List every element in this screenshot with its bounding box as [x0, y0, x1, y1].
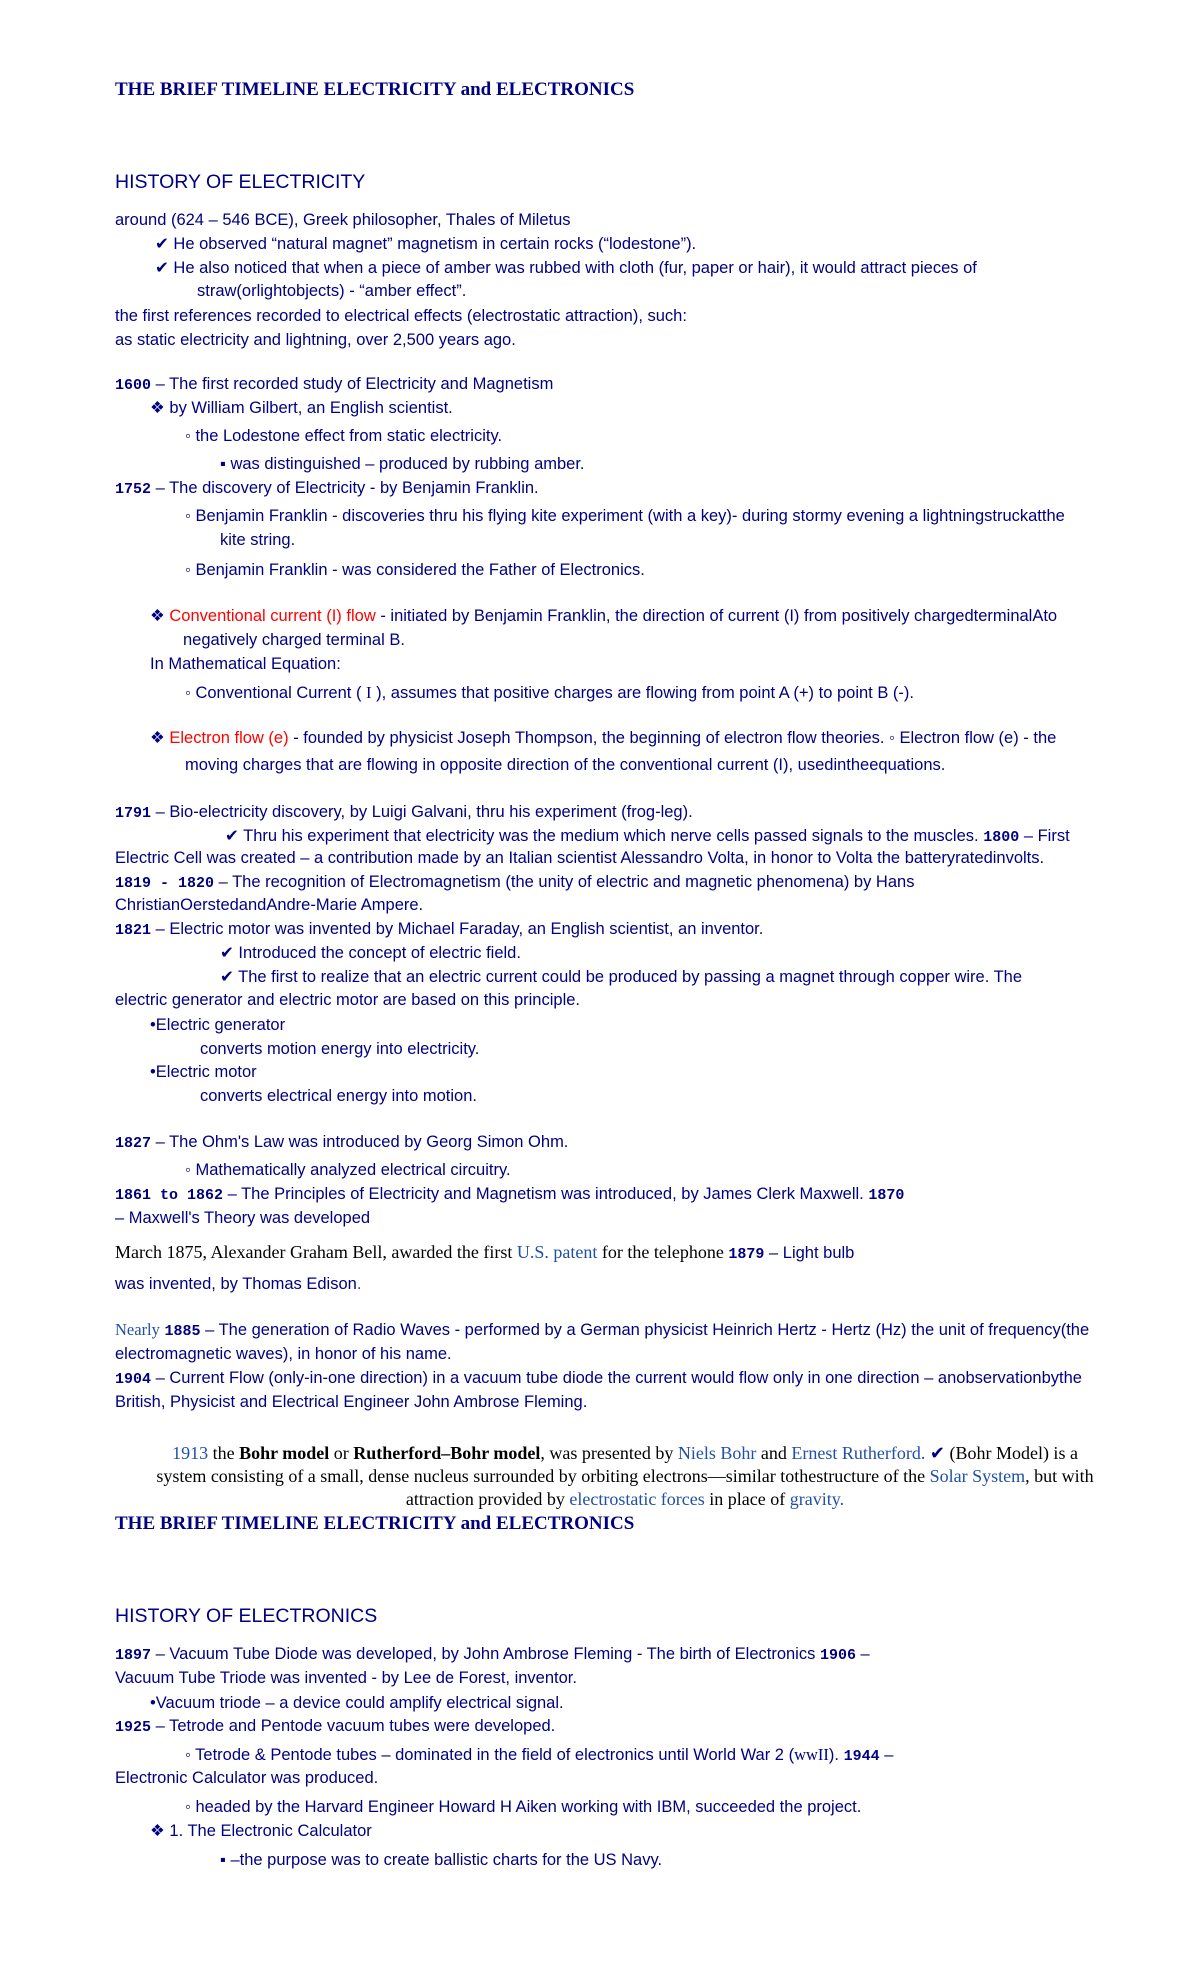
bohr-t1: the [208, 1443, 240, 1463]
conventional-current-cont: negatively charged terminal B. [183, 631, 405, 649]
electron-flow-cont: moving charges that are flowing in opposite direction of the conventional current (I), usedintheequations. [185, 756, 946, 774]
year-1800: 1800 [983, 829, 1020, 846]
conventional-current-label: Conventional current (I) flow [169, 607, 376, 625]
entry-1944-cont: Electronic Calculator was produced. [115, 1769, 379, 1787]
entry-1875-bell [115, 1240, 854, 1267]
entry-1791-text: – Bio-electricity discovery, by Luigi Galvani, thru his experiment (frog-leg). [155, 803, 693, 821]
entry-1821 [115, 917, 763, 943]
entry-1600-bullet-1-text: by William Gilbert, an English scientist. [169, 399, 453, 417]
year-1904: 1904 [115, 1371, 152, 1388]
year-1861-1862: 1861 to 1862 [115, 1187, 224, 1204]
motor-label: Electric motor [155, 1063, 257, 1081]
entry-1827 [115, 1130, 568, 1156]
entry-1821-bullet-2-text: The first to realize that an electric current could be produced by passing a magnet through copper wire. The [238, 968, 1023, 986]
entry-1752-bullet-1-cont: kite string. [220, 531, 296, 549]
bohr-t4: and [756, 1443, 792, 1463]
entry-1904-cont: British, Physicist and Electrical Engineer John Ambrose Fleming. [115, 1393, 588, 1411]
document-title: THE BRIEF TIMELINE ELECTRICITY and ELECTRONICS [115, 79, 635, 100]
entry-1944-bullet-2 [150, 1819, 372, 1843]
square-bullet-icon: ▪ [220, 1851, 226, 1869]
gravity-link[interactable]: gravity [789, 1489, 840, 1509]
generator-label-line [150, 1013, 285, 1037]
entry-1885-text: – The generation of Radio Waves - performed by a German physicist Heinrich Hertz - Hertz (Hz) the unit of frequency(the [205, 1321, 1090, 1339]
entry-1944-bullet-3 [220, 1848, 662, 1872]
entry-1821-bullet-1 [220, 941, 521, 965]
conventional-eq-symbol: I [366, 683, 372, 702]
entry-1827-text: – The Ohm's Law was introduced by Georg Simon Ohm. [155, 1133, 569, 1151]
conventional-current-line [150, 604, 1057, 628]
entry-1925-text: – Tetrode and Pentode vacuum tubes were developed. [155, 1717, 556, 1735]
math-equation-label: In Mathematical Equation: [150, 655, 341, 673]
entry-1944-bullet-1-text: headed by the Harvard Engineer Howard H Aiken working with IBM, succeeded the project. [195, 1798, 862, 1816]
entry-1791 [115, 800, 693, 826]
bohr-t2: or [329, 1443, 354, 1463]
section-heading-electronics: HISTORY OF ELECTRONICS [115, 1605, 378, 1627]
thales-bullet-2-cont: straw(orlightobjects) - “amber effect”. [197, 282, 467, 300]
circle-bullet-icon: ◦ [185, 1798, 191, 1816]
check-icon: ✔ [155, 235, 169, 253]
circle-bullet-icon: ◦ [185, 1161, 191, 1179]
entry-1600-bullet-1 [150, 396, 453, 420]
year-1944: 1944 [843, 1748, 880, 1765]
entry-1752-bullet-1 [185, 504, 1065, 528]
diamond-bullet-icon: ❖ [150, 1822, 165, 1840]
entry-1944-bullet-3-text: –the purpose was to create ballistic charts for the US Navy. [230, 1851, 663, 1869]
static-line: as static electricity and lightning, over 2,500 years ago. [115, 331, 516, 349]
year-1906: 1906 [819, 1647, 856, 1664]
entry-1897 [115, 1642, 870, 1668]
year-1752: 1752 [115, 481, 152, 498]
entry-1600 [115, 372, 553, 398]
year-1870: 1870 [868, 1187, 905, 1204]
circle-bullet-icon: ◦ [185, 561, 191, 579]
entry-1800-text: – First [1023, 827, 1070, 845]
bohr-year: 1913 [172, 1443, 209, 1463]
entry-1600-bullet-2-text: the Lodestone effect from static electricity. [195, 427, 503, 445]
entry-1791-bullet-1-text: Thru his experiment that electricity was the medium which nerve cells passed signals to the muscles. [243, 827, 979, 845]
electron-flow-text: - founded by physicist Joseph Thompson, the beginning of electron flow theories. ◦ Electron flow (e) - the [288, 729, 1057, 747]
entry-1600-bullet-2 [185, 424, 502, 448]
year-1897: 1897 [115, 1647, 152, 1664]
entry-1879-cont-text: was invented, by Thomas Edison [115, 1275, 357, 1293]
year-1879: 1879 [728, 1246, 765, 1263]
section-heading-electricity: HISTORY OF ELECTRICITY [115, 171, 366, 193]
bohr-period: . [839, 1489, 845, 1509]
entry-1904 [115, 1366, 1082, 1392]
bohr-line2a: system consisting of a small, dense nucleus surrounded by orbiting electrons—similar tothestructure of the [156, 1466, 930, 1486]
thales-line: around (624 – 546 BCE), Greek philosopher, Thales of Miletus [115, 211, 571, 229]
entry-1879-cont [115, 1272, 361, 1296]
square-bullet-icon: ▪ [220, 455, 226, 473]
entry-1600-text: – The first recorded study of Electricity and Magnetism [155, 375, 554, 393]
check-icon: ✔ [225, 827, 239, 845]
entry-1944-bullet-1 [185, 1795, 861, 1819]
bohr-line-1 [100, 1442, 1150, 1465]
bohr-line-2 [100, 1465, 1150, 1488]
dot-bullet-icon: • [150, 1694, 156, 1712]
thales-bullet-1-text: He observed “natural magnet” magnetism in certain rocks (“lodestone”). [173, 235, 697, 253]
electron-flow-label: Electron flow (e) [169, 729, 289, 747]
circle-bullet-icon: ◦ [185, 507, 191, 525]
diamond-bullet-icon: ❖ [150, 729, 165, 747]
rutherford-bohr-term: Rutherford–Bohr model [353, 1443, 541, 1463]
circle-bullet-icon: ◦ [185, 427, 191, 445]
bohr-model-term: Bohr model [239, 1443, 330, 1463]
dot-bullet-icon: • [150, 1016, 156, 1034]
entry-1821-bullet-1-text: Introduced the concept of electric field. [238, 944, 521, 962]
diamond-bullet-icon: ❖ [150, 399, 165, 417]
entry-1600-bullet-3-text: was distinguished – produced by rubbing amber. [230, 455, 585, 473]
entry-1752-bullet-2-text: Benjamin Franklin - was considered the Father of Electronics. [195, 561, 645, 579]
entry-1925-bullet-1-text-b: ). [828, 1746, 839, 1764]
bell-text-c: for the telephone [597, 1242, 724, 1262]
entry-1752 [115, 476, 539, 502]
circle-bullet-icon: ◦ [185, 684, 191, 702]
entry-1800-cont: Electric Cell was created – a contribution made by an Italian scientist Alessandro Volta, in honor to Volta the batteryratedinvolts. [115, 849, 1045, 867]
nearly-label: Nearly [115, 1320, 160, 1339]
bohr-line3b: in place of [704, 1489, 790, 1509]
entry-1600-bullet-3 [220, 452, 585, 476]
entry-1885-cont: electromagnetic waves), in honor of his name. [115, 1345, 452, 1363]
year-1791: 1791 [115, 805, 152, 822]
entry-1906-cont: Vacuum Tube Triode was invented - by Lee de Forest, inventor. [115, 1669, 577, 1687]
year-1821: 1821 [115, 922, 152, 939]
entry-1752-bullet-1-text: Benjamin Franklin - discoveries thru his flying kite experiment (with a key)- during stormy evening a lightningstruckatthe [195, 507, 1065, 525]
entry-1879-period: . [356, 1275, 362, 1293]
generator-text: converts motion energy into electricity. [200, 1040, 480, 1058]
year-1885: 1885 [164, 1323, 201, 1340]
bohr-line3a: attraction provided by [405, 1489, 570, 1509]
check-icon: ✔ [220, 968, 234, 986]
conventional-eq-text-a: Conventional Current ( [195, 684, 362, 702]
entry-1925-bullet-1-text-a: Tetrode & Pentode tubes – dominated in the field of electronics until World War 2 ( [195, 1746, 795, 1764]
generator-label: Electric generator [155, 1016, 286, 1034]
check-icon: ✔ [929, 1443, 945, 1464]
conventional-current-equation [185, 681, 914, 705]
year-1819-1820: 1819 - 1820 [115, 875, 215, 892]
year-1925: 1925 [115, 1719, 152, 1736]
conventional-eq-text-b: ), assumes that positive charges are flowing from point A (+) to point B (-). [376, 684, 915, 702]
us-patent-link[interactable]: U.S. patent [516, 1242, 598, 1262]
year-1827: 1827 [115, 1135, 152, 1152]
bohr-line-3 [100, 1488, 1150, 1511]
bohr-t5: (Bohr Model) is a [944, 1443, 1078, 1463]
entry-1925 [115, 1714, 555, 1740]
triode-bullet [150, 1691, 564, 1715]
motor-label-line [150, 1060, 257, 1084]
entry-1861-text: – The Principles of Electricity and Magnetism was introduced, by James Clerk Maxwell. [227, 1185, 864, 1203]
entry-1906-text: – [860, 1645, 870, 1663]
motor-text: converts electrical energy into motion. [200, 1087, 477, 1105]
bohr-t3: , was presented by [540, 1443, 678, 1463]
entry-1944-text: – [884, 1746, 894, 1764]
triode-bullet-text: Vacuum triode – a device could amplify electrical signal. [155, 1694, 564, 1712]
bohr-line2b: , but with [1025, 1466, 1094, 1486]
thales-bullet-1 [155, 232, 696, 256]
entry-1870-cont: – Maxwell's Theory was developed [115, 1209, 371, 1227]
thales-bullet-2 [155, 256, 977, 280]
niels-bohr-link[interactable]: Niels Bohr [677, 1443, 757, 1463]
entry-1897-text: – Vacuum Tube Diode was developed, by John Ambrose Fleming - The birth of Electronics [155, 1645, 816, 1663]
entry-1821-text: – Electric motor was invented by Michael Faraday, an English scientist, an inventor. [155, 920, 764, 938]
entry-1944-bullet-2-text: 1. The Electronic Calculator [169, 1822, 372, 1840]
entry-1819-text: – The recognition of Electromagnetism (the unity of electric and magnetic phenomena) by Hans [218, 873, 915, 891]
entry-1827-bullet-1-text: Mathematically analyzed electrical circuitry. [195, 1161, 511, 1179]
check-icon: ✔ [155, 259, 169, 277]
dot-bullet-icon: • [150, 1063, 156, 1081]
thales-bullet-2-text: He also noticed that when a piece of amber was rubbed with cloth (fur, paper or hair), it would attract pieces of [173, 259, 977, 277]
entry-1821-bullet-2-cont: electric generator and electric motor are based on this principle. [115, 991, 580, 1009]
entry-1925-bullet-1-ww: wwII [794, 1745, 829, 1764]
entry-1861 [115, 1182, 904, 1208]
entry-1827-bullet-1 [185, 1158, 511, 1182]
entry-1821-bullet-2 [220, 965, 1022, 989]
bell-text-b: , awarded the first [382, 1242, 517, 1262]
check-icon: ✔ [220, 944, 234, 962]
bohr-model-paragraph [100, 1442, 1150, 1511]
first-refs-line: the first references recorded to electrical effects (electrostatic attraction), such: [115, 307, 687, 325]
entry-1879-text: – Light bulb [769, 1244, 855, 1262]
circle-bullet-icon: ◦ [185, 1746, 191, 1764]
electron-flow-line [150, 726, 1056, 750]
entry-1752-text: – The discovery of Electricity - by Benjamin Franklin. [155, 479, 539, 497]
diamond-bullet-icon: ❖ [150, 607, 165, 625]
year-1600: 1600 [115, 377, 152, 394]
entry-1752-bullet-2 [185, 558, 645, 582]
electrostatic-forces-link[interactable]: electrostatic forces [569, 1489, 705, 1509]
entry-1819-cont: ChristianOerstedandAndre-Marie Ampere. [115, 896, 424, 914]
conventional-current-text: - initiated by Benjamin Franklin, the direction of current (I) from positively chargedterminalAto [375, 607, 1058, 625]
bell-name: Alexander Graham Bell [210, 1242, 383, 1262]
entry-1904-text: – Current Flow (only-in-one direction) in a vacuum tube diode the current would flow only in one direction – anobservationbythe [155, 1369, 1082, 1387]
bell-text-a: March 1875, [115, 1242, 211, 1262]
solar-system-link[interactable]: Solar System [929, 1466, 1026, 1486]
entry-1885 [115, 1318, 1089, 1344]
document-title-repeat: THE BRIEF TIMELINE ELECTRICITY and ELECTRONICS [115, 1513, 635, 1534]
ernest-rutherford-link[interactable]: Ernest Rutherford. [791, 1443, 926, 1463]
